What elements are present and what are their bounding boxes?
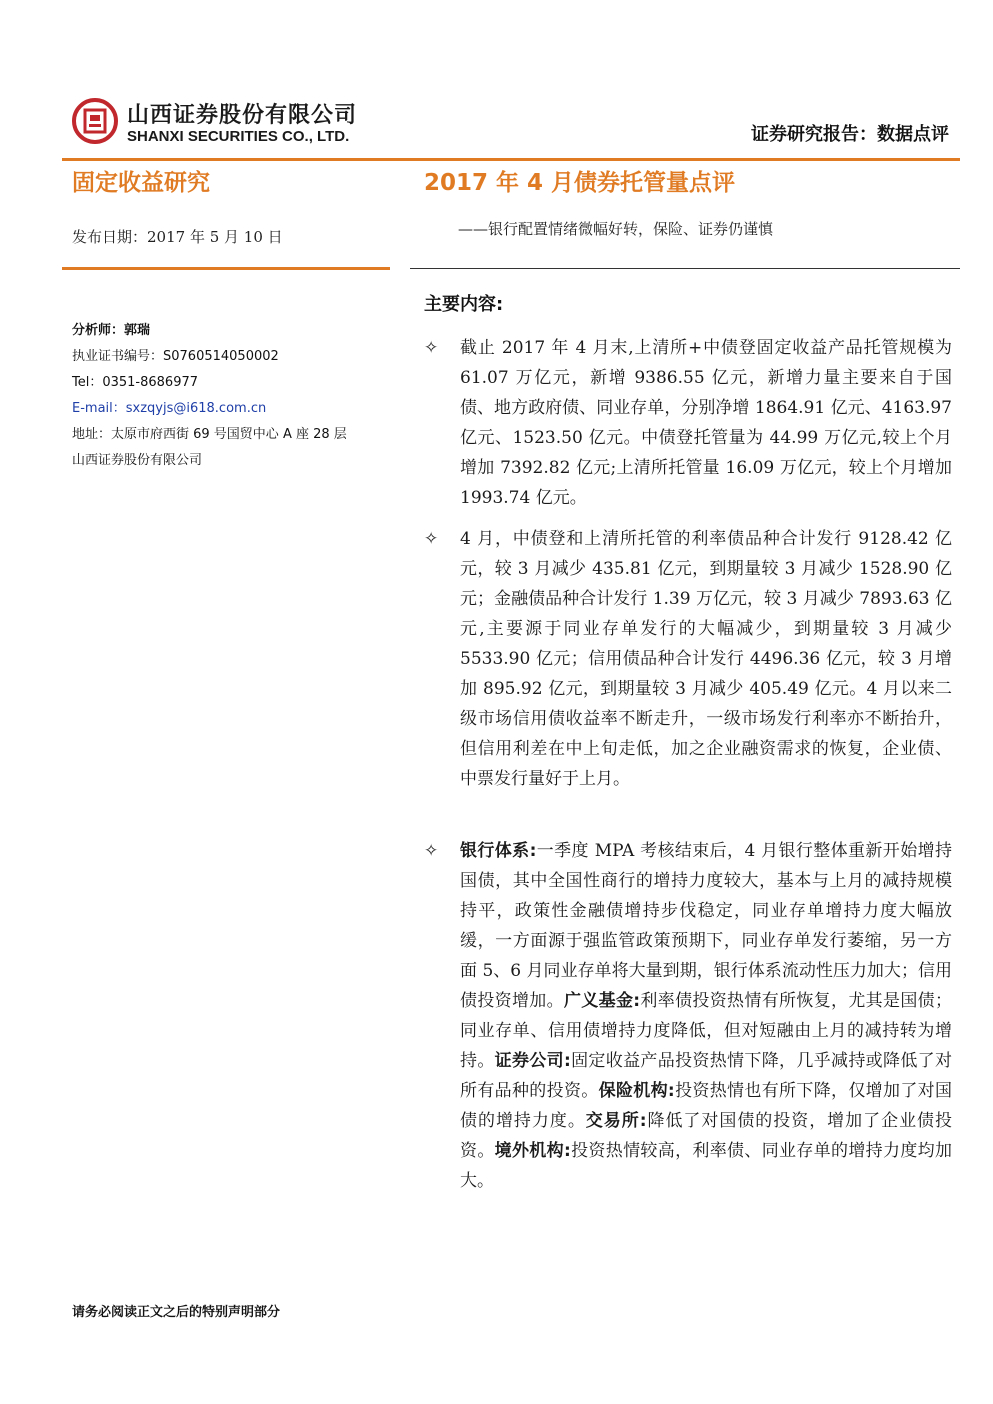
analyst-address: 地址：太原市府西街 69 号国贸中心 A 座 28 层 (72, 427, 347, 442)
analyst-company: 山西证券股份有限公司 (72, 453, 203, 468)
bank-system-label: 银行体系: (460, 841, 537, 861)
bullet-diamond-icon: ✧ (424, 338, 439, 358)
left-divider (62, 267, 390, 270)
analyst-info (72, 318, 347, 474)
broad-fund-text: 利率债投资热情有所恢复，尤其是国债；同业存单、信用债增持力度降低，但对短融由上月的减持转为增持。 (460, 991, 952, 1071)
exchange-label: 交易所: (585, 1111, 647, 1131)
report-title: 2017 年 4 月债券托管量点评 (424, 170, 736, 196)
bank-system-text: 一季度 MPA 考核结束后，4 月银行整体重新开始增持国债，其中全国性商行的增持力度较大，基本与上月的减持规模持平，政策性金融债增持步伐稳定，同业存单增持力度大幅放缓，一方面源于强监管政策预期下，同业存单发行萎缩，另一方面 5、6 月同业存单将大量到期，银行体系流动性压力加大；信用债投资增加。 (460, 841, 952, 1011)
analyst-cert: 执业证书编号：S0760514050002 (72, 349, 279, 364)
securities-firm-label: 证券公司: (494, 1051, 571, 1071)
section-title: 固定收益研究 (72, 170, 210, 196)
analyst-tel: Tel：0351-8686977 (72, 375, 199, 390)
bullet-text (460, 836, 952, 1196)
summary-bullet (424, 836, 952, 1196)
company-name-en: SHANXI SECURITIES CO., LTD. (127, 128, 350, 145)
exchange-text: 降低了对国债的投资，增加了企业债投资。 (460, 1111, 953, 1161)
securities-firm-text: 固定收益产品投资热情下降，几乎减持或降低了对所有品种的投资。 (460, 1051, 952, 1101)
overseas-text: 投资热情较高，利率债、同业存单的增持力度均加大。 (460, 1141, 952, 1191)
header-divider (62, 158, 960, 161)
analyst-email-link[interactable]: E-mail：sxzqyjs@i618.com.cn (72, 401, 267, 416)
summary-bullet (424, 333, 952, 513)
main-content-heading: 主要内容: (424, 294, 504, 315)
bullet-diamond-icon: ✧ (424, 529, 439, 549)
report-type-label: 证券研究报告：数据点评 (751, 124, 949, 145)
insurance-text: 投资热情也有所下降，仅增加了对国债的增持力度。 (460, 1081, 952, 1131)
overseas-label: 境外机构: (494, 1141, 571, 1161)
right-divider (410, 268, 960, 269)
bullet-text: 4 月，中债登和上清所托管的利率债品种合计发行 9128.42 亿元，较 3 月减少 435.81 亿元，到期量较 3 月减少 1528.90 亿元；金融债品种合计发行 1.39 万亿元，较 3 月减少 7893.63 亿元,主要源于同业存单发行的大幅减少，到期量较 3 月减少 5533.90 亿元；信用债品种合计发行 4496.36 亿元，较 3 月增加 895.92 亿元，到期量较 3 月减少 405.49 亿元。4 月以来二级市场信用债收益率不断走升，一级市场发行利率亦不断抬升，但信用利差在中上旬走低，加之企业融资需求的恢复，企业债、中票发行量好于上月。 (460, 529, 952, 789)
report-subtitle: ——银行配置情绪微幅好转，保险、证券仍谨慎 (458, 220, 774, 238)
company-name-cn: 山西证券股份有限公司 (127, 103, 358, 128)
bullet-text: 截止 2017 年 4 月末,上清所+中债登固定收益产品托管规模为 61.07 万亿元，新增 9386.55 亿元，新增力量主要来自于国债、地方政府债、同业存单，分别净增 1864.91 亿元、4163.97 亿元、1523.50 亿元。中债登托管量为 44.99 万亿元,较上个月增加 7392.82 亿元;上清所托管量 16.09 万亿元，较上个月增加 1993.74 亿元。 (460, 338, 952, 508)
company-logo-icon (72, 98, 118, 144)
bullet-diamond-icon: ✧ (424, 841, 439, 861)
publish-date: 发布日期：2017 年 5 月 10 日 (72, 228, 283, 246)
analyst-name: 分析师：郭瑞 (72, 323, 151, 338)
summary-bullet (424, 524, 952, 794)
broad-fund-label: 广义基金: (563, 991, 641, 1011)
insurance-label: 保险机构: (598, 1081, 675, 1101)
footer-disclaimer-note: 请务必阅读正文之后的特别声明部分 (72, 1305, 281, 1320)
